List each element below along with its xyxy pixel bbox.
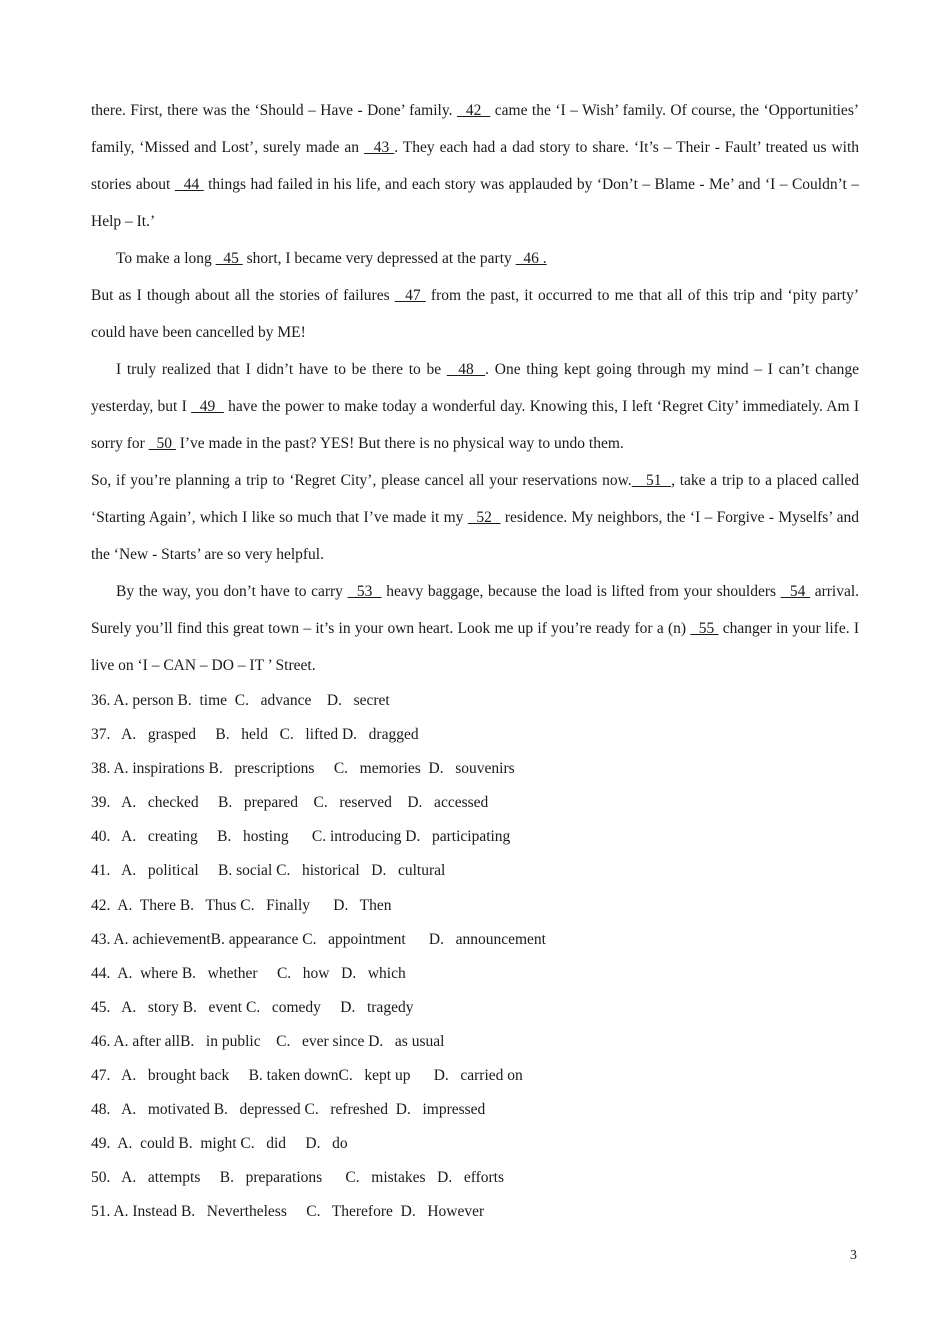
passage-text: I’ve made in the past? YES! But there is no physical way to undo them. xyxy=(175,435,624,452)
blank-46: 46 . xyxy=(515,250,547,267)
passage-text: I truly realized that I didn’t have to be there to be xyxy=(116,361,447,378)
blank-50: 50 xyxy=(148,435,176,452)
passage-paragraph-2 xyxy=(91,240,859,277)
passage-text: So, if you’re planning a trip to ‘Regret City’, please cancel all your reservations now. xyxy=(91,472,632,489)
passage-text: But as I though about all the stories of failures xyxy=(91,287,395,304)
passage-text: things had failed in his life, and each story was applauded by ‘Don’t – Blame - Me’ and ‘I – Couldn’t – Help – It.’ xyxy=(91,176,860,230)
page-number: 3 xyxy=(850,1248,857,1263)
blank-44: 44 xyxy=(174,176,204,193)
question-45-options: 45. A. story B. event C. comedy D. tragedy xyxy=(91,998,414,1016)
passage-text: there. First, there was the ‘Should – Have - Done’ family. xyxy=(91,102,457,119)
question-43-options: 43. A. achievementB. appearance C. appointment D. announcement xyxy=(91,930,546,948)
question-49-options: 49. A. could B. might C. did D. do xyxy=(91,1135,348,1153)
passage-text: residence. My neighbors, the ‘I – Forgive - Myselfs’ and the ‘New - Starts’ are so very helpful. xyxy=(91,509,859,563)
passage-text: . They each had a dad story to share. ‘It’s – Their - Fault’ treated us with stories about xyxy=(91,139,859,193)
question-37-options: 37. A. grasped B. held C. lifted D. dragged xyxy=(91,726,419,744)
passage-text: came the ‘I – Wish’ family. Of course, the ‘Opportunities’ family, ‘Missed and Lost’, surely made an xyxy=(91,102,860,156)
blank-53: 53 xyxy=(347,583,382,600)
blank-43: 43 xyxy=(363,139,395,156)
question-40-options: 40. A. creating B. hosting C. introducing D. participating xyxy=(91,828,511,846)
passage-paragraph-5 xyxy=(91,462,859,573)
passage-paragraph-4 xyxy=(91,351,859,462)
question-42-options: 42. A. There B. Thus C. Finally D. Then xyxy=(91,896,392,914)
question-50-options: 50. A. attempts B. preparations C. mistakes D. efforts xyxy=(91,1169,504,1187)
blank-42: 42 xyxy=(456,102,491,119)
document-page xyxy=(91,92,859,1230)
blank-54: 54 xyxy=(780,583,811,600)
passage-text: short, I became very depressed at the party xyxy=(242,250,516,267)
passage-text: , take a trip to a placed called ‘Starting Again’, which I like so much that I’ve made it my xyxy=(91,472,859,526)
question-36-options: 36. A. person B. time C. advance D. secret xyxy=(91,692,390,709)
blank-48: 48 xyxy=(446,361,486,378)
question-47-options: 47. A. brought back B. taken downC. kept up D. carried on xyxy=(91,1067,523,1085)
answer-options-list xyxy=(91,684,859,1230)
passage-text: . One thing kept going through my mind – I can’t change yesterday, but I xyxy=(91,361,859,415)
passage-text: changer in your life. I live on ‘I – CAN – DO – IT ’ Street. xyxy=(91,620,859,674)
blank-49: 49 xyxy=(191,398,224,415)
question-51-options: 51. A. Instead B. Nevertheless C. Therefore D. However xyxy=(91,1203,485,1221)
passage-paragraph-6 xyxy=(91,573,859,684)
question-38-options: 38. A. inspirations B. prescriptions C. memories D. souvenirs xyxy=(91,760,515,778)
blank-55: 55 xyxy=(690,620,719,637)
blank-47: 47 xyxy=(394,287,426,304)
passage-text: arrival. Surely you’ll find this great town – it’s in your own heart. Look me up if you’re ready for a (n) xyxy=(91,583,860,637)
question-48-options: 48. A. motivated B. depressed C. refreshed D. impressed xyxy=(91,1101,486,1119)
question-46-options: 46. A. after allB. in public C. ever since D. as usual xyxy=(91,1032,445,1050)
question-44-options: 44. A. where B. whether C. how D. which xyxy=(91,964,406,982)
passage-text: By the way, you don’t have to carry xyxy=(116,583,348,600)
passage-text: To make a long xyxy=(116,250,216,267)
blank-52: 52 xyxy=(467,509,501,526)
passage-paragraph-1 xyxy=(91,92,859,240)
passage-paragraph-3 xyxy=(91,277,859,351)
question-39-options: 39. A. checked B. prepared C. reserved D. accessed xyxy=(91,794,489,812)
passage-text: heavy baggage, because the load is lifted from your shoulders xyxy=(381,583,781,600)
passage-text: have the power to make today a wonderful day. Knowing this, I left ‘Regret City’ immediately. Am I sorry for xyxy=(91,398,859,452)
blank-45: 45 xyxy=(215,250,243,267)
question-41-options: 41. A. political B. social C. historical D. cultural xyxy=(91,862,446,880)
passage-text: from the past, it occurred to me that all of this trip and ‘pity party’ could have been cancelled by ME! xyxy=(91,287,859,341)
blank-51: 51 xyxy=(631,472,672,489)
